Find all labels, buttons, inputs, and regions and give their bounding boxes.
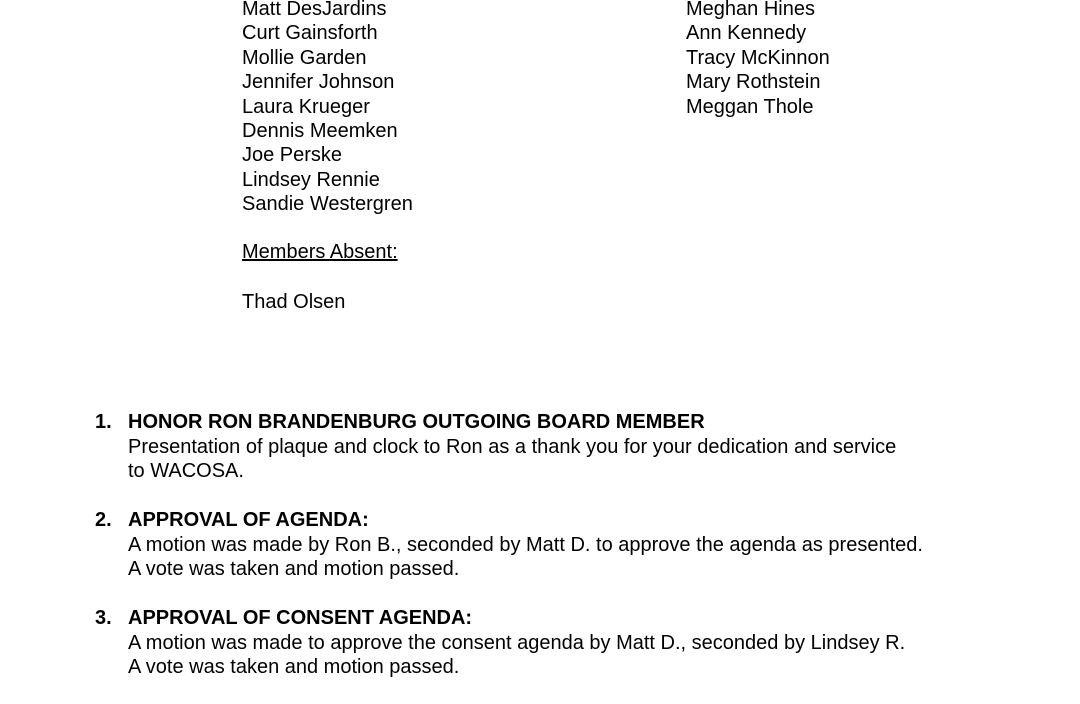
member-name: Joe Perske	[242, 144, 343, 167]
agenda-item	[0, 508, 1080, 582]
members-absent-list	[242, 290, 345, 314]
member-name: Mary Rothstein	[686, 71, 821, 94]
agenda-item-text	[128, 533, 958, 582]
agenda-item-text	[128, 435, 958, 484]
agenda-item-title: HONOR RON BRANDENBURG OUTGOING BOARD MEMBER	[128, 411, 705, 433]
agenda-item-number: 3.	[95, 607, 112, 629]
agenda-item-line: A motion was made by Ron B., seconded by Matt D. to approve the agenda as presented.	[128, 533, 923, 556]
agenda-item-number: 1.	[95, 411, 112, 433]
members-absent-heading: Members Absent:	[242, 241, 398, 263]
members-present-right-column	[686, 0, 830, 119]
agenda-item-title: APPROVAL OF CONSENT AGENDA:	[128, 607, 473, 629]
member-name: Curt Gainsforth	[242, 22, 378, 45]
members-present-left-column	[242, 0, 413, 217]
member-name: Jennifer Johnson	[242, 71, 395, 94]
member-name: Mollie Garden	[242, 46, 367, 69]
member-name: Ann Kennedy	[686, 22, 807, 45]
member-name: Lindsey Rennie	[242, 168, 380, 191]
member-name: Tracy McKinnon	[686, 46, 830, 69]
agenda-items	[0, 410, 1080, 704]
member-name: Meghan Hines	[686, 0, 815, 20]
member-name: Matt DesJardins	[242, 0, 387, 20]
absent-member-name: Thad Olsen	[242, 291, 346, 313]
agenda-item-number: 2.	[95, 509, 112, 531]
agenda-item-line: Presentation of plaque and clock to Ron as a thank you for your dedication and service	[128, 435, 897, 458]
agenda-item-line: A vote was taken and motion passed.	[128, 558, 460, 580]
agenda-item-line: A motion was made to approve the consent agenda by Matt D., seconded by Lindsey R.	[128, 631, 906, 654]
agenda-item-text	[128, 631, 958, 680]
agenda-item	[0, 606, 1080, 680]
member-name: Meggan Thole	[686, 95, 814, 118]
agenda-item-line: to WACOSA.	[128, 460, 244, 482]
member-name: Dennis Meemken	[242, 120, 398, 143]
agenda-item	[0, 410, 1080, 484]
agenda-item-line: A vote was taken and motion passed.	[128, 656, 460, 678]
member-name: Sandie Westergren	[242, 193, 413, 216]
member-name: Laura Krueger	[242, 95, 370, 118]
agenda-item-title: APPROVAL OF AGENDA:	[128, 509, 369, 531]
